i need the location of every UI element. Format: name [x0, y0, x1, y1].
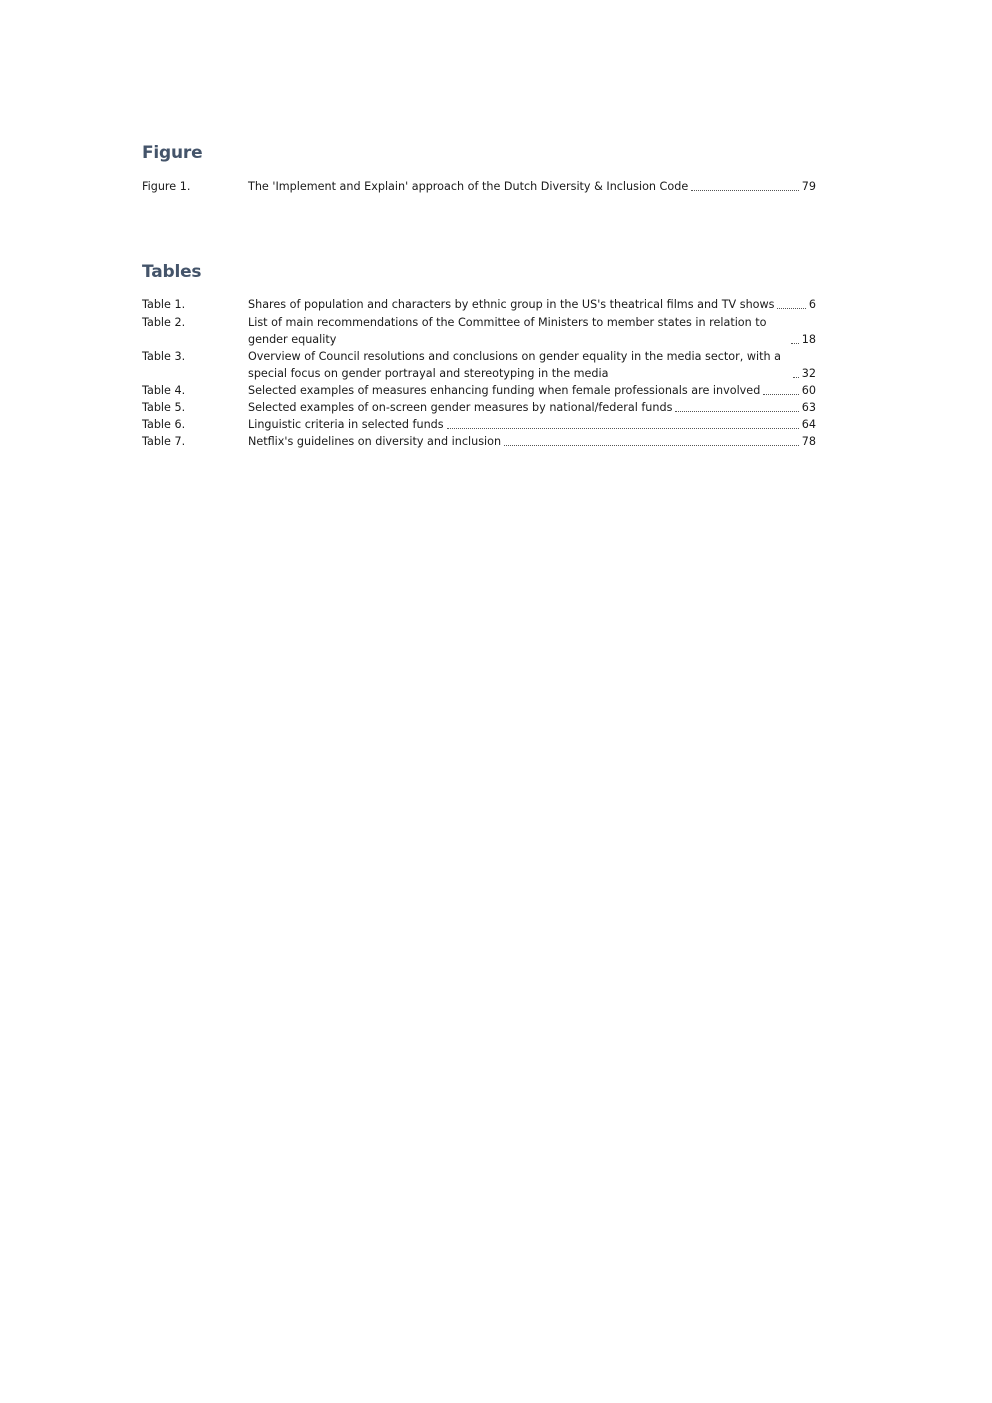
- entry-page-number: 64: [801, 418, 816, 431]
- dot-leader: [675, 410, 798, 412]
- dot-leader: [447, 427, 799, 429]
- figure-list: [142, 178, 816, 195]
- entry-title: The 'Implement and Explain' approach of the Dutch Diversity & Inclusion Code: [248, 180, 689, 193]
- entry-label: Figure 1.: [142, 180, 191, 193]
- entry-label: Table 4.: [142, 384, 186, 397]
- tables-section-heading: Tables: [142, 262, 202, 282]
- list-item-table-5[interactable]: [142, 399, 816, 416]
- dot-leader: [777, 307, 805, 309]
- dot-leader: [504, 444, 799, 446]
- entry-page-number: 18: [801, 333, 816, 346]
- entry-body: [248, 382, 816, 399]
- entry-body: [248, 314, 816, 348]
- entry-label: Table 5.: [142, 401, 186, 414]
- entry-title: List of main recommendations of the Committee of Ministers to member states in relation to gender equality: [248, 316, 767, 346]
- tables-list: [142, 296, 816, 450]
- entry-title: Overview of Council resolutions and conclusions on gender equality in the media sector, with a special focus on gender portrayal and stereotyping in the media: [248, 350, 781, 380]
- dot-leader: [791, 342, 799, 344]
- entry-page-number: 6: [808, 298, 816, 311]
- entry-title: Selected examples of on-screen gender measures by national/federal funds: [248, 401, 673, 414]
- entry-page-number: 60: [801, 384, 816, 397]
- list-item-table-4[interactable]: [142, 382, 816, 399]
- entry-label: Table 6.: [142, 418, 186, 431]
- entry-body: [248, 416, 816, 433]
- entry-body: [248, 348, 816, 382]
- list-item-table-3[interactable]: [142, 348, 816, 382]
- entry-body: [248, 433, 816, 450]
- entry-title: Shares of population and characters by ethnic group in the US's theatrical films and TV shows: [248, 298, 775, 311]
- entry-label: Table 3.: [142, 350, 186, 363]
- entry-title: Linguistic criteria in selected funds: [248, 418, 444, 431]
- list-item-table-2[interactable]: [142, 314, 816, 348]
- dot-leader: [793, 376, 799, 378]
- entry-label: Table 7.: [142, 435, 186, 448]
- entry-title: Selected examples of measures enhancing funding when female professionals are involved: [248, 384, 761, 397]
- list-item-table-6[interactable]: [142, 416, 816, 433]
- entry-page-number: 78: [801, 435, 816, 448]
- list-item-table-1[interactable]: [142, 296, 816, 313]
- dot-leader: [691, 189, 799, 191]
- figure-section-heading: Figure: [142, 143, 203, 163]
- entry-label: Table 2.: [142, 316, 186, 329]
- entry-body: [248, 399, 816, 416]
- entry-title: Netflix's guidelines on diversity and inclusion: [248, 435, 502, 448]
- entry-body: [248, 296, 816, 313]
- entry-page-number: 32: [801, 367, 816, 380]
- entry-page-number: 79: [801, 180, 816, 193]
- entry-body: [248, 178, 816, 195]
- list-item-table-7[interactable]: [142, 433, 816, 450]
- entry-page-number: 63: [801, 401, 816, 414]
- dot-leader: [763, 393, 798, 395]
- list-item-figure-1[interactable]: [142, 178, 816, 195]
- entry-label: Table 1.: [142, 298, 186, 311]
